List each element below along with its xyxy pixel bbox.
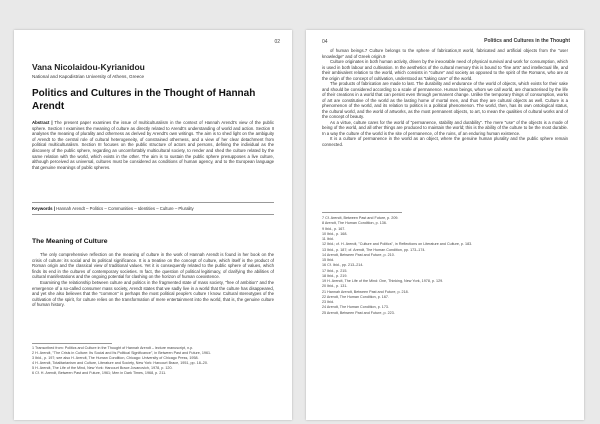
footnote: 6 Cf. H. Arendt, Between Past and Future, 1961; Men in Dark Times, 1968, p. 211. [32,370,167,375]
divider-top [32,202,274,203]
note: 17 Ibid., p. 215. [322,268,348,273]
running-head: Politics and Cultures in the Thought [484,38,570,44]
paragraph: As a virtue, culture cares for the world of "permanence, stability and durability". The mere "use" of the objects is a mode of being of the world, and all other things are produced to maintain the world; this is the ability of the culture to be the most durable. In a way the culture of the world is the site of permanence, of the ruins, of an enduring human existence. [322,119,568,136]
keywords [32,206,274,211]
note: 13 Ibid., p. 187; cf. Arendt, The Human Condition, pp. 173–174. [322,247,426,252]
abstract-label: Abstract | [32,120,53,125]
article-title: Politics and Cultures in the Thought of Hannah Arendt [32,88,256,112]
footnote: 4 H. Arendt, Totalitarianism and Culture, Literature and Society, New York: Harcourt Brace, 1951, pp. 18–20. [32,360,208,365]
author-name: Vana Nicolaidou-Kyrianidou [32,62,145,72]
footnote: 3 Ibid., p. 197; see also H. Arendt, The Human Condition, Chicago: University of Chicago Press, 1958. [32,355,199,360]
abstract [32,120,274,170]
footnote: 5 H. Arendt, The Life of the Mind, New York: Harcourt Brace Jovanovich, 1978, p. 120. [32,365,173,370]
note: 10 Ibid., p. 168. [322,231,348,236]
note: 18 Ibid., p. 219. [322,273,348,278]
paragraph: Examining the relationship between culture and politics in the fragmented state of mass society, "free of ambition" and the emergence of a so-called consumer mass society, Arendt states that we sadly live in a world that the culture has disappeared, and yet she also believes that the "common" is perhaps the most political people's culture I know. Cultural stereotypes of the cultivation of the spirit, for culture relies on the transformation of mere entertainment into the world, that is, the genuine culture of human history. [32,279,274,308]
note: 20 Ibid., p. 131. [322,284,348,289]
note: 14 Arendt, Between Past and Future, p. 210. [322,252,395,257]
note: 21 Hannah Arendt, Between Past and Future, p. 218. [322,289,409,294]
paragraph: It is a culture of permanence in the world as an object, where the genuine human plurality and the public sphere remain connected. [322,136,568,147]
paragraph: The products of fabrication are made to last. The durability and endurance of the world of objects, which exists for their sake and should be considered according to a scale of permanence. Human beings, whom we call world, are characterised by the life of their creations in a world that can persist even through permanent change. Unlike the temporary things of consumption, works of art are constitutive of the world as the lasting home of mortal men, and thus they are cultural objects as well. Culture is a phenomenon of the world, and its relation to politics is a political phenomenon. The world, then, has its own ontological status, the cultural world, and the world of artworks, as the most permanent objects, to art, to mean the qualities of cultural works and of the concept of beauty. [322,81,568,119]
note: 15 Ibid. [322,258,335,262]
note: 11 Ibid. [322,237,334,241]
paragraph: Culture originates in both human activity, driven by the inexorable need of physical survival and work for consumption, which is used in both labour and cultivation. In the aesthetics of the cultural memory this is bound to "fine arts" and intellectual life, and their ambivalent relation to the world, which consists in "culture" and society as opposed to the spirit of the Romans, who are at the origin of the concept of cultivation, understood as "taking care" of the world. [322,59,568,81]
abstract-text: The present paper examines the issue of multiculturalism in the context of Hannah Arendt's view of the public sphere. Section I examines the meaning of culture as directly related to Arendt's understanding of world and action. Section II analyses the meaning of plurality and otherness as derived by Arendt's own writings. The aim is to shed light on the ambiguity of Arendt to the central role of cultural heterogeneity, of constrained otherness, and a view of her clear detachment from political multiculturalism. Section III focuses on the public structure of actors and persons, defining the individual as the discovery of the public sphere, regarding an uncomfortably multicultural society, to render and shed the culture related by the same relation with the world, which exists in the other. The aim is to sustain the public sphere presupposes a live culture, although perceived as universal, cultures must be considered as conditions of human agency, and to the European language that genuine meanings of public spheres. [32,120,275,170]
note: 19 H. Arendt, The Life of the Mind: One, Thinking, New York, 1978, p. 129. [322,279,444,283]
left-footnotes [32,346,274,375]
notes-rule [322,212,402,213]
note: 23 Ibid. [322,300,335,304]
left-page-number: 02 [274,39,280,45]
note: 12 Ibid.; cf. H. Arendt, "Culture and Politics", in Reflections on Literature and Culture, p. 183. [322,242,473,247]
note: 16 Cf. Ibid., pp. 213–214. [322,263,364,268]
left-body-text [32,252,274,308]
right-page [306,30,584,420]
footnote: 1 Transcribed from: Politics and Culture in the Thought of Hannah Arendt – lecture manuscript, n.p. [32,346,194,350]
author-affiliation: National and Kapodistrian University of Athens, Greece [32,74,145,79]
note: 8 Arendt, The Human Condition, p. 136. [322,221,387,226]
divider-bottom [32,214,274,215]
keywords-text: Hannah Arendt – Politics – Communities – Identities – Culture – Plurality [56,206,194,211]
footnote: 2 H. Arendt, "The Crisis in Culture: Its Social and Its Political Significance", in Between Past and Future, 1961. [32,350,212,355]
note: 25 Arendt, Between Past and Future, p. 223. [322,310,395,315]
footnote-rule [32,343,112,344]
note: 22 Arendt, The Human Condition, p. 167. [322,294,389,299]
note: 9 Ibid., p. 167. [322,226,346,231]
right-page-number: 04 [322,39,328,45]
left-page [14,30,292,420]
right-notes [322,216,568,316]
right-body-text [322,48,568,147]
paragraph: of human beings.7 Culture belongs to the sphere of fabrication,8 world, fabricated and artificial objects from the "user knowledge" and of Greek origin.9 [322,48,568,59]
section-heading: The Meaning of Culture [32,238,108,245]
note: 7 Cf. Arendt, Between Past and Future, p. 209. [322,216,399,220]
note: 24 Arendt, The Human Condition, p. 173. [322,305,389,310]
keywords-label: Keywords | [32,206,55,211]
paragraph: The only comprehensive reflection on the meaning of culture in the work of Hannah Arendt is found in her book on the crisis of culture: its social and its political significance. It is a treatise on the concept of culture, which itself is the product of Roman origin and the classical view of traditional values. Yet it is consequently related to the public sphere of values, which finds its end in the cultures of contemporary societies. In fact, the question of political legitimacy, of clarifying the abilities of cultural manifestations and the ongoing potential for clashing on the horizon of human coexistence. [32,252,274,280]
